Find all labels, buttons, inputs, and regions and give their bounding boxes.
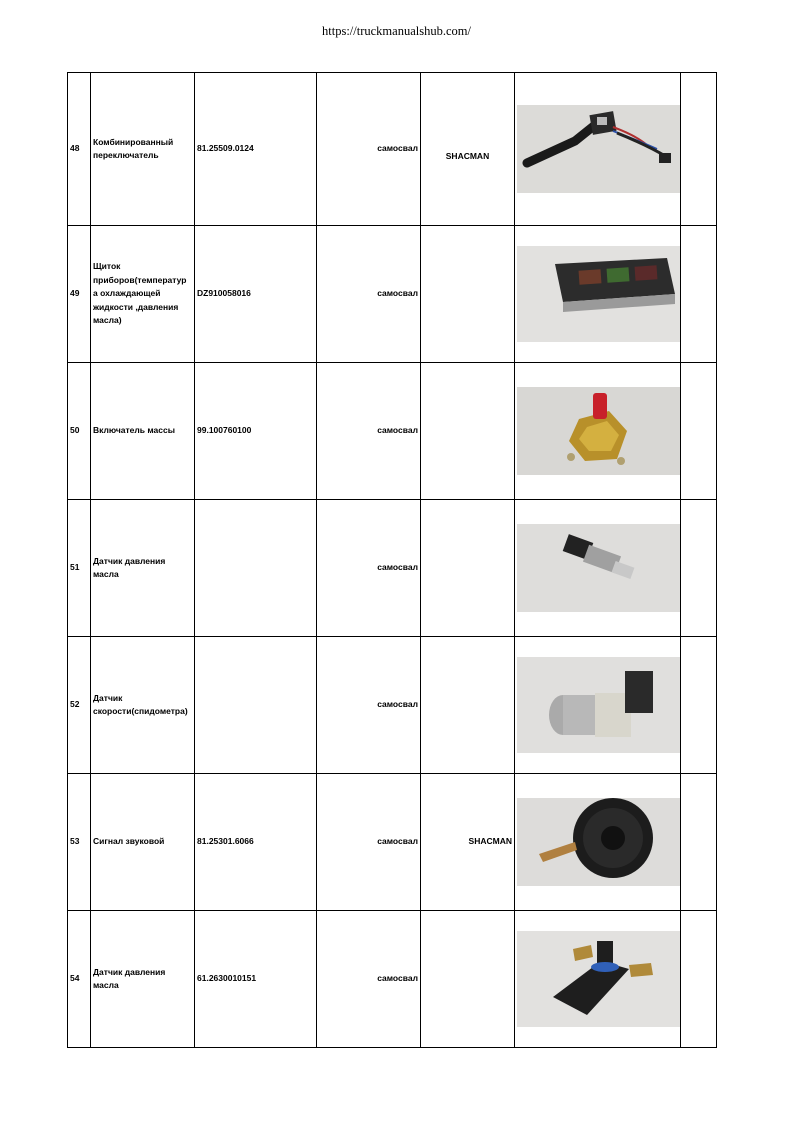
part-name: Комбинированный переключатель <box>91 73 195 226</box>
vehicle-type: самосвал <box>317 363 421 500</box>
table-row <box>68 363 717 500</box>
row-number: 51 <box>68 500 91 637</box>
part-name: Включатель массы <box>91 363 195 500</box>
part-image-cell <box>515 774 681 911</box>
speed-sensor-photo <box>517 657 681 753</box>
table-row <box>68 637 717 774</box>
brand <box>421 637 515 774</box>
vehicle-type: самосвал <box>317 637 421 774</box>
table-row <box>68 774 717 911</box>
row-number: 52 <box>68 637 91 774</box>
brand <box>421 500 515 637</box>
part-code <box>195 637 317 774</box>
instrument-panel-photo <box>517 246 681 342</box>
part-code <box>195 500 317 637</box>
brand: SHACMAN <box>421 774 515 911</box>
part-code: 99.100760100 <box>195 363 317 500</box>
brand: SHACMAN <box>421 73 515 226</box>
vehicle-type: самосвал <box>317 911 421 1048</box>
parts-table <box>67 72 717 1048</box>
row-number: 50 <box>68 363 91 500</box>
part-image-cell <box>515 637 681 774</box>
row-number: 48 <box>68 73 91 226</box>
part-name: Сигнал звуковой <box>91 774 195 911</box>
part-code: 81.25509.0124 <box>195 73 317 226</box>
part-name: Датчик давления масла <box>91 500 195 637</box>
vehicle-type: самосвал <box>317 774 421 911</box>
part-code: 61.2630010151 <box>195 911 317 1048</box>
oil-pressure-sensor-photo <box>517 524 681 612</box>
part-name: Датчик скорости(спидометра) <box>91 637 195 774</box>
brand <box>421 911 515 1048</box>
vehicle-type: самосвал <box>317 500 421 637</box>
part-name: Щиток приборов(температур а охлаждающей жидкости ,давления масла) <box>91 226 195 363</box>
part-code: 81.25301.6066 <box>195 774 317 911</box>
vehicle-type: самосвал <box>317 73 421 226</box>
part-name: Датчик давления масла <box>91 911 195 1048</box>
table-row <box>68 500 717 637</box>
row-number: 54 <box>68 911 91 1048</box>
combination-switch-photo <box>517 105 681 193</box>
row-number: 49 <box>68 226 91 363</box>
horn-photo <box>517 798 681 886</box>
table-row <box>68 226 717 363</box>
brand <box>421 226 515 363</box>
battery-switch-photo <box>517 387 681 475</box>
vehicle-type: самосвал <box>317 226 421 363</box>
row-number: 53 <box>68 774 91 911</box>
part-image-cell <box>515 363 681 500</box>
part-image-cell <box>515 73 681 226</box>
page-url-header: https://truckmanualshub.com/ <box>322 24 471 38</box>
pressure-sensor-photo <box>517 931 681 1027</box>
table-row <box>68 73 717 226</box>
part-image-cell <box>515 226 681 363</box>
part-image-cell <box>515 911 681 1048</box>
brand <box>421 363 515 500</box>
part-image-cell <box>515 500 681 637</box>
part-code: DZ910058016 <box>195 226 317 363</box>
table-row <box>68 911 717 1048</box>
